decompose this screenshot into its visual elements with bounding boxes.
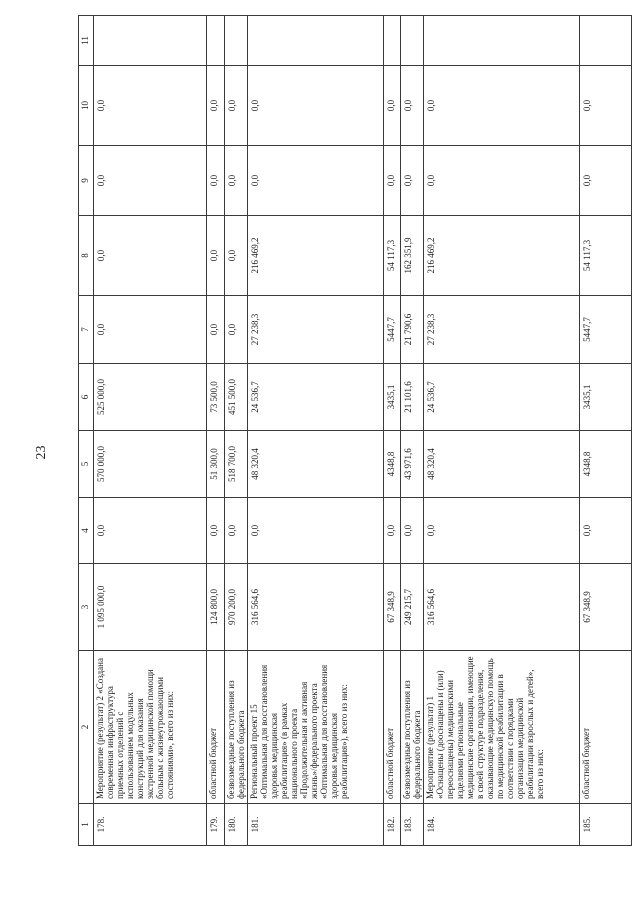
column-header: 7 — [79, 296, 94, 364]
value-cell: 0,0 — [225, 66, 248, 146]
value-cell: 570 000,0 — [94, 431, 207, 498]
table-header-row — [79, 16, 94, 846]
value-cell — [248, 16, 384, 66]
column-header: 8 — [79, 216, 94, 296]
table-row — [580, 16, 632, 846]
value-cell: 0,0 — [580, 146, 632, 216]
description-text: областной бюджет — [385, 727, 395, 799]
value-cell: 48 320,4 — [424, 431, 580, 498]
value-cell: 27 238,3 — [248, 296, 384, 364]
column-header: 11 — [79, 16, 94, 66]
value-cell: 0,0 — [94, 146, 207, 216]
value-cell: 0,0 — [401, 66, 424, 146]
description-cell — [94, 651, 207, 804]
description-text: Мероприятие (результат) 2 «Создана современная инфраструктура приемных отделений с использованием модульных конструкций для оказания экстренной медицинской помощи больным с жизнеугрожающими состояниями», всего из них: — [95, 658, 175, 799]
value-cell: 0,0 — [225, 498, 248, 564]
value-cell: 0,0 — [225, 146, 248, 216]
value-cell — [384, 16, 401, 66]
value-cell: 54 117,3 — [384, 216, 401, 296]
description-text: безвозмездные поступления из федерального бюджета — [226, 680, 246, 799]
description-text: безвозмездные поступления из федерального бюджета — [402, 680, 422, 799]
budget-table — [78, 15, 632, 846]
table-row — [384, 16, 401, 846]
value-cell: 5447,7 — [580, 296, 632, 364]
value-cell: 0,0 — [424, 498, 580, 564]
value-cell: 54 117,3 — [580, 216, 632, 296]
row-number-cell: 180. — [225, 804, 248, 846]
description-cell — [401, 651, 424, 804]
value-cell: 124 800,0 — [207, 564, 225, 651]
row-number-cell: 178. — [94, 804, 207, 846]
value-cell: 316 564,6 — [424, 564, 580, 651]
value-cell: 0,0 — [580, 498, 632, 564]
column-header: 2 — [79, 651, 94, 804]
description-text: областной бюджет — [581, 727, 591, 799]
value-cell: 0,0 — [401, 498, 424, 564]
value-cell: 316 564,6 — [248, 564, 384, 651]
value-cell: 21 790,6 — [401, 296, 424, 364]
value-cell: 5447,7 — [384, 296, 401, 364]
table-row — [207, 16, 225, 846]
value-cell — [207, 16, 225, 66]
value-cell: 0,0 — [94, 498, 207, 564]
row-number-cell: 182. — [384, 804, 401, 846]
value-cell: 0,0 — [248, 498, 384, 564]
column-header: 4 — [79, 498, 94, 564]
value-cell: 1 095 000,0 — [94, 564, 207, 651]
value-cell: 451 500,0 — [225, 364, 248, 431]
description-cell — [424, 651, 580, 804]
value-cell: 3435,1 — [384, 364, 401, 431]
description-text: областной бюджет — [208, 727, 218, 799]
value-cell — [401, 16, 424, 66]
description-cell — [225, 651, 248, 804]
value-cell: 67 348,9 — [580, 564, 632, 651]
value-cell: 216 469,2 — [248, 216, 384, 296]
table-row — [94, 16, 207, 846]
description-text: Региональный проект 15 «Оптимальная для восстановления здоровья медицинская реабилитация» (в рамках национального проекта «Продолжительная и активная жизнь»/федерального проекта «Оптимальная для восстановления здоровья медицинская реабилитация»), всего из них: — [249, 664, 349, 799]
column-header: 9 — [79, 146, 94, 216]
value-cell: 0,0 — [384, 146, 401, 216]
column-header: 6 — [79, 364, 94, 431]
row-number-cell: 181. — [248, 804, 384, 846]
value-cell: 43 971,6 — [401, 431, 424, 498]
value-cell: 0,0 — [384, 498, 401, 564]
description-cell — [384, 651, 401, 804]
value-cell — [580, 16, 632, 66]
value-cell: 0,0 — [225, 216, 248, 296]
description-cell — [207, 651, 225, 804]
value-cell: 0,0 — [424, 66, 580, 146]
description-text: Мероприятие (результат) 1 «Оснащены (дооснащены и (или) переоснащены) медицинскими изделиями региональные медицинские организации, имеющие в своей структуре подразделения, оказывающие медицинскую помощь по медицинской реабилитации в соответствии с порядками организации медицинской реабилитации взрослых и детей», всего из них: — [425, 656, 545, 799]
table-row — [401, 16, 424, 846]
value-cell: 249 215,7 — [401, 564, 424, 651]
column-header: 1 — [79, 804, 94, 846]
table-row — [248, 16, 384, 846]
value-cell — [94, 16, 207, 66]
value-cell: 4348,8 — [384, 431, 401, 498]
row-number-cell: 179. — [207, 804, 225, 846]
table-row — [424, 16, 580, 846]
value-cell: 73 500,0 — [207, 364, 225, 431]
value-cell — [424, 16, 580, 66]
value-cell: 0,0 — [580, 66, 632, 146]
value-cell: 525 000,0 — [94, 364, 207, 431]
value-cell: 0,0 — [207, 498, 225, 564]
value-cell: 27 238,3 — [424, 296, 580, 364]
description-cell — [248, 651, 384, 804]
description-cell — [580, 651, 632, 804]
value-cell: 67 348,9 — [384, 564, 401, 651]
value-cell: 21 101,6 — [401, 364, 424, 431]
value-cell: 0,0 — [207, 146, 225, 216]
value-cell: 0,0 — [94, 216, 207, 296]
value-cell: 0,0 — [207, 216, 225, 296]
value-cell: 24 536,7 — [424, 364, 580, 431]
value-cell: 0,0 — [94, 296, 207, 364]
value-cell: 3435,1 — [580, 364, 632, 431]
column-header: 3 — [79, 564, 94, 651]
value-cell: 24 536,7 — [248, 364, 384, 431]
value-cell: 0,0 — [424, 146, 580, 216]
value-cell: 0,0 — [94, 66, 207, 146]
value-cell: 0,0 — [248, 146, 384, 216]
value-cell: 0,0 — [401, 146, 424, 216]
column-header: 5 — [79, 431, 94, 498]
value-cell: 4348,8 — [580, 431, 632, 498]
value-cell: 0,0 — [207, 296, 225, 364]
value-cell: 970 200,0 — [225, 564, 248, 651]
row-number-cell: 184. — [424, 804, 580, 846]
value-cell: 0,0 — [384, 66, 401, 146]
value-cell: 518 700,0 — [225, 431, 248, 498]
value-cell: 162 351,9 — [401, 216, 424, 296]
value-cell: 216 469,2 — [424, 216, 580, 296]
column-header: 10 — [79, 66, 94, 146]
value-cell: 0,0 — [248, 66, 384, 146]
page-number: 23 — [34, 445, 49, 460]
table-row — [225, 16, 248, 846]
row-number-cell: 185. — [580, 804, 632, 846]
value-cell — [225, 16, 248, 66]
value-cell: 51 300,0 — [207, 431, 225, 498]
value-cell: 0,0 — [225, 296, 248, 364]
value-cell: 48 320,4 — [248, 431, 384, 498]
row-number-cell: 183. — [401, 804, 424, 846]
value-cell: 0,0 — [207, 66, 225, 146]
